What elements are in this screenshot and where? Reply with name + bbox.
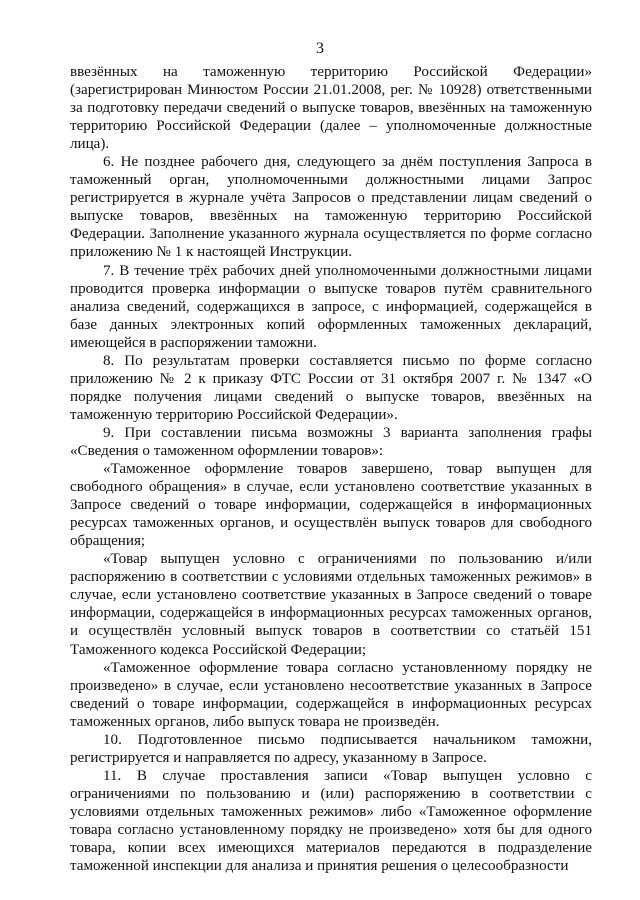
document-body: [70, 63, 592, 875]
option-released-free-circulation: «Таможенное оформление товаров завершено, товар выпущен для свободного обращения» в случае, если установлено соответствие указанных в Запросе сведений о товаре информации, содержащейся в информационных ресурсах таможенных органов, и осуществлён выпуск товаров для свободного обращения;: [70, 461, 592, 550]
page-number: 3: [316, 40, 324, 57]
paragraph-10: 10. Подготовленное письмо подписывается начальником таможни, регистрируется и направляется по адресу, указанному в Запросе.: [70, 731, 592, 766]
paragraph-11: 11. В случае проставления записи «Товар выпущен условно с ограничениями по пользованию и (или) распоряжению в соответствии с условиями отдельных таможенных режимов» либо «Таможенное оформление товара согласно установленному порядку не произведено» хотя бы для одного товара, копии всех имеющихся материалов передаются в подразделение таможенной инспекции для анализа и принятия решения о целесообразности: [70, 767, 592, 875]
paragraph-8: 8. По результатам проверки составляется письмо по форме согласно приложению № 2 к приказу ФТС России от 31 октября 2007 г. № 1347 «О порядке получения лицами сведений о выпуске товаров, ввезённых на таможенную территорию Российской Федерации».: [70, 352, 592, 423]
paragraph-6: 6. Не позднее рабочего дня, следующего за днём поступления Запроса в таможенный орган, уполномоченными должностными лицами Запрос регистрируется в журнале учёта Запросов о представлении лицам сведений о выпуске товаров, ввезённых на таможенную территорию Российской Федерации. Заполнение указанного журнала осуществляется по форме согласно приложению № 1 к настоящей Инструкции.: [70, 154, 592, 261]
option-released-conditionally: «Товар выпущен условно с ограничениями по пользованию и/или распоряжению в соответствии с условиями отдельных таможенных режимов» в случае, если установлено соответствие указанных в Запросе сведений о товаре информации, содержащейся в информационных ресурсах таможенных органов, и осуществлён условный выпуск товаров в соответствии со статьёй 151 Таможенного кодекса Российской Федерации;: [70, 551, 592, 658]
paragraph-9: 9. При составлении письма возможны 3 варианта заполнения графы «Сведения о таможенном оформлении товаров»:: [70, 424, 592, 459]
paragraph-continuation: ввезённых на таможенную территорию Российской Федерации» (зарегистрирован Минюстом России 21.01.2008, рег. № 10928) ответственными за подготовку передачи сведений о выпуске товаров, ввезённых на таможенную территорию Российской Федерации (далее – уполномоченные должностные лица).: [70, 64, 592, 153]
paragraph-7: 7. В течение трёх рабочих дней уполномоченными должностными лицами проводится проверка информации о выпуске товаров путём сравнительного анализа сведений, содержащихся в запросе, с информацией, содержащейся в базе данных электронных копий оформленных таможенных деклараций, имеющейся в распоряжении таможни.: [70, 262, 592, 351]
option-not-cleared: «Таможенное оформление товара согласно установленному порядку не произведено» в случае, если установлено несоответствие указанных в Запросе сведений о товаре информации, содержащейся в информационных ресурсах таможенных органов, либо выпуск товара не произведён.: [70, 659, 592, 730]
